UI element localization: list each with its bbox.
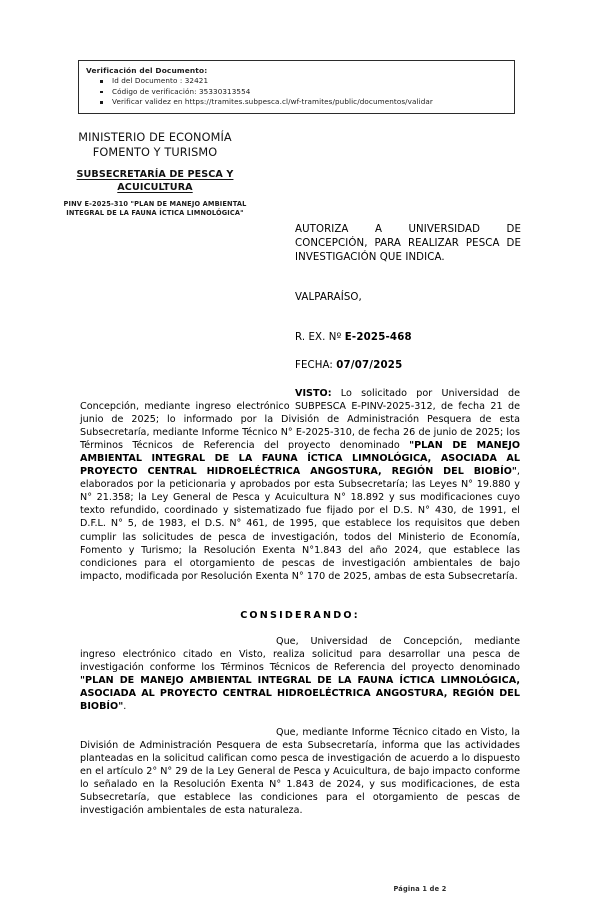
ministry-line-1: MINISTERIO DE ECONOMÍA xyxy=(78,131,232,144)
resolution-date-label: FECHA: xyxy=(295,359,337,371)
visto-paragraph xyxy=(80,387,520,583)
list-item xyxy=(86,97,510,108)
spacer xyxy=(80,713,520,726)
spacer xyxy=(80,583,520,609)
verification-document-id: Id del Documento : 32421 xyxy=(112,76,209,85)
resolution-number-line xyxy=(295,331,521,345)
resolution-number-value: E-2025-468 xyxy=(344,331,412,343)
resolution-date-line xyxy=(295,359,521,373)
verification-code: Código de verificación: 35330313554 xyxy=(112,86,251,96)
ministry-header xyxy=(30,131,280,218)
considerando-1-text-a: Que, Universidad de Concepción, mediante ingreso electrónico citado en Visto, realiza solicitud para desarrollar una pesca de investigación conforme los Términos Técnicos de Referencia del proyecto denominado xyxy=(80,635,520,673)
subsecretaria-line-2: ACUICULTURA xyxy=(117,182,193,193)
verification-list xyxy=(86,76,510,108)
subsecretaria-header xyxy=(30,168,280,194)
verification-box xyxy=(78,60,515,114)
visto-text-b: , elaborados por la peticionaria y aprobados por esta Subsecretaría; las Leyes N° 19.880 y N° 21.358; la Ley General de Pesca y Acuicultura N° 18.892 y sus modificaciones cuyo texto refundido, coordinado y sistematizado fue fijado por el D.S. N° 430, de 1991, el D.F.L. N° 5, de 1983, el D.S. N° 461, de 1995, que establece los requisitos que deben cumplir las solicitudes de pesca de investigación, todos del Ministerio de Economía, Fomento y Turismo; la Resolución Exenta N°1.843 del año 2024, que establece las condiciones para el otorgamiento de pescas de investigación ambientales de bajo impacto, modificada por Resolución Exenta N° 170 de 2025, ambas de esta Subsecretaría. xyxy=(80,466,520,582)
considerando-paragraph-1 xyxy=(80,635,520,713)
document-body xyxy=(80,387,520,817)
page-footer xyxy=(0,876,600,895)
pinv-subtitle xyxy=(30,200,280,218)
considerando-2-text: Que, mediante Informe Técnico citado en Visto, la División de Administración Pesquera de esta Subsecretaría, informa que las actividades planteadas en la solicitud califican como pesca de investigación de acuerdo a lo dispuesto en el artículo 2° N° 29 de la Ley General de Pesca y Acuicultura, de bajo impacto conforme lo señalado en la Resolución Exenta N° 1.843 de 2024, y sus modificaciones, de esta Subsecretaría, que establece las condiciones para el otorgamiento de pescas de investigación ambientales de esta naturaleza. xyxy=(80,726,520,817)
list-item xyxy=(86,76,510,87)
list-item xyxy=(86,87,510,98)
bullet-icon xyxy=(100,91,103,94)
pinv-line-2: INTEGRAL DE LA FAUNA ÍCTICA LIMNOLÓGICA" xyxy=(66,209,244,218)
verification-title: Verificación del Documento: xyxy=(86,66,208,75)
considerando-paragraph-2 xyxy=(80,726,520,817)
ministry-line-2: FOMENTO Y TURISMO xyxy=(92,145,218,159)
visto-text-a: Lo solicitado por Universidad de Concepción, mediante ingreso electrónico SUBPESCA E-PINV-2025-312, de fecha 21 de junio de 2025; lo informado por la División de Administración Pesquera de esta Subsecretaría, mediante Informe Técnico N° E-2025-310, de fecha 26 de junio de 2025; los Términos Técnicos de Referencia del proyecto denominado xyxy=(80,388,520,452)
considerando-1-text-b: . xyxy=(123,700,127,712)
subsecretaria-line-1: SUBSECRETARÍA DE PESCA Y xyxy=(76,169,234,180)
resolution-number-label: R. EX. Nº xyxy=(295,331,345,343)
resolution-title-block xyxy=(295,223,521,373)
bullet-icon xyxy=(100,101,103,104)
resolution-date-value: 07/07/2025 xyxy=(336,359,403,371)
verification-url: Verificar validez en https://tramites.subpesca.cl/wf-tramites/public/documentos/validar xyxy=(112,97,433,106)
visto-project-name: "PLAN DE MANEJO AMBIENTAL INTEGRAL DE LA FAUNA ÍCTICA LIMNOLÓGICA, ASOCIADA AL PROYECTO CENTRAL HIDROELÉCTRICA ANGOSTURA, REGIÓN DEL BIOBÍO" xyxy=(80,440,521,478)
considerando-1-project-name: "PLAN DE MANEJO AMBIENTAL INTEGRAL DE LA FAUNA ÍCTICA LIMNOLÓGICA, ASOCIADA AL PROYECTO CENTRAL HIDROELÉCTRICA ANGOSTURA, REGIÓN DEL BIOBÍO" xyxy=(80,674,520,712)
page-number: Página 1 de 2 xyxy=(393,885,447,893)
resolution-subject: AUTORIZA A UNIVERSIDAD DE CONCEPCIÓN, PARA REALIZAR PESCA DE INVESTIGACIÓN QUE INDICA. xyxy=(295,224,521,264)
pinv-line-1: PINV E-2025-310 "PLAN DE MANEJO AMBIENTAL xyxy=(63,200,247,208)
spacer xyxy=(80,622,520,635)
bullet-icon xyxy=(100,80,103,83)
visto-label: VISTO: xyxy=(295,388,332,399)
resolution-city: VALPARAÍSO, xyxy=(295,291,362,303)
considerando-heading: CONSIDERANDO: xyxy=(240,609,360,621)
